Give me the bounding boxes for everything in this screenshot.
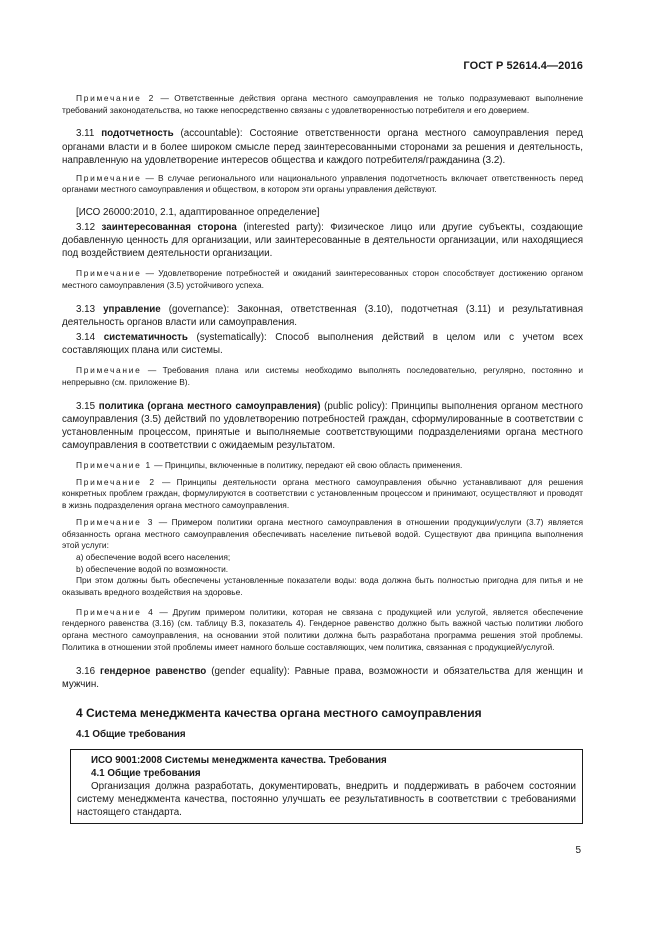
- page-number: 5: [575, 845, 581, 856]
- note-label: Примечание 2: [76, 476, 156, 487]
- term-number: 3.13: [76, 303, 104, 315]
- list-item: b) обеспечение водой по возможности.: [76, 563, 229, 574]
- box-title: ИСО 9001:2008 Системы менеджмента качества. Требования: [91, 754, 387, 766]
- term-name: гендерное равенство: [100, 665, 207, 677]
- source-reference: [ИСО 26000:2010, 2.1, адаптированное определение]: [76, 207, 320, 219]
- note-text: — Требования плана или системы необходимо выполнять последовательно, регулярно, постоянно и непрерывно (см. приложение В).: [62, 365, 583, 387]
- term-number: 3.12: [76, 222, 102, 234]
- term-name: управление: [103, 303, 161, 315]
- term-number: 3.14: [76, 332, 104, 344]
- term-3-12: [62, 221, 583, 260]
- term-3-11: [62, 127, 583, 166]
- term-definition: (gender equality): Равные права, возможности и обязательства для женщин и мужчин.: [62, 665, 583, 690]
- box-text: Организация должна разработать, документировать, внедрить и поддерживать в рабочем состоянии систему менеджмента качества, постоянно улучшать ее результативность в соответствии с требованиями настоящего стандарта.: [77, 780, 576, 819]
- term-number: 3.16: [76, 665, 101, 677]
- note-text: — Ответственные действия органа местного самоуправления не только подразумевают выполнение требований законодательства, но также непосредственно связаны с удовлетворенностью потребителя и его доверием.: [62, 93, 584, 115]
- term-definition: (interested party): Физическое лицо или другие субъекты, создающие добавленную ценность для организации, или заинтересованные в деятельности организации, или находящиеся под воздействием деятельности организации.: [62, 222, 583, 260]
- term-definition: (systematically): Способ выполнения действий в целом или с учетом всех составляющих плана или системы.: [62, 332, 584, 357]
- note-paragraph: [62, 517, 583, 552]
- quoted-standard-box: [70, 749, 583, 824]
- note-text: — Другим примером политики, которая не связана с продукцией или услугой, является обеспечение гендерного равенства (3.16) (см. таблицу В.3, показатель 4). Гендерное равенство должно быть важной частью политики любого органа местного самоуправления, на основании этой политики должна быть разработана программа решения этой проблемы. Политика в отношении этой проблемы имеет намного больше составляющих, чем политика, связанная с продукцией/услугой.: [62, 606, 583, 652]
- note-paragraph: [62, 607, 583, 654]
- term-name: политика (органа местного самоуправления): [98, 400, 321, 412]
- subsection-heading: 4.1 Общие требования: [76, 728, 186, 740]
- note-text: — Примером политики органа местного самоуправления в отношении продукции/услуги (3.7) является обязанность органа местного самоуправления обеспечивать население питьевой водой. Существуют два принципа выполнения этой услуги:: [62, 516, 584, 551]
- term-name: систематичность: [103, 332, 188, 344]
- note-paragraph: [62, 173, 583, 196]
- term-definition: (governance): Законная, ответственная (3.10), подотчетная (3.11) и результативная деятельность органов власти или самоуправления.: [62, 303, 583, 328]
- term-definition: (public policy): Принципы выполнения органом местного самоуправления (3.5) действий по удовлетворению потребностей граждан, сформулированные в соответствии с установленным процессом, принятые и выполняемые соответствующими подразделениями органа местного самоуправления в соответствии с ожидаемым результатом.: [62, 400, 583, 451]
- term-name: подотчетность: [101, 128, 174, 140]
- term-3-16: [62, 665, 583, 691]
- term-3-14: [62, 331, 583, 357]
- term-number: 3.11: [76, 128, 102, 140]
- note-paragraph: [62, 477, 583, 512]
- note-text: — Удовлетворение потребностей и ожиданий заинтересованных сторон способствует достижению органом местного самоуправления (3.5) устойчивого успеха.: [62, 268, 583, 291]
- note-label: Примечание 2: [76, 93, 155, 103]
- term-number: 3.15: [76, 400, 99, 412]
- term-3-15: [62, 400, 583, 452]
- note-paragraph: [62, 93, 583, 116]
- note-label: Примечание: [76, 365, 142, 376]
- term-definition: (accountable): Состояние ответственности органа местного самоуправления перед органами власти и в более широком смысле перед заинтересованными сторонами за решения и деятельность, направленную на удовлетворение интересов общества и каждого потребителя/гражданина (3.2).: [62, 128, 583, 166]
- document-header: ГОСТ Р 52614.4—2016: [463, 60, 583, 72]
- note-text: — Принципы, включенные в политику, передают ей свою область применения.: [151, 460, 463, 471]
- note-label: Примечание: [76, 172, 142, 183]
- note-text: — В случае регионального или национального управления подотчетность включает ответственность перед органами местного самоуправления и обществом, в котором эти органы управления действуют.: [62, 172, 583, 195]
- note-label: Примечание 3: [76, 516, 155, 527]
- page-content: [62, 93, 583, 824]
- note-paragraph: [62, 268, 583, 291]
- note-continuation: При этом должны быть обеспечены установленные показатели воды: вода должна быть полностью пригодна для питья и не оказывать вредного воздействия на здоровье.: [62, 575, 583, 598]
- note-label: Примечание 1: [76, 460, 152, 471]
- list-item: a) обеспечение водой всего населения;: [76, 551, 231, 562]
- box-subheading: 4.1 Общие требования: [91, 767, 201, 779]
- section-heading: 4 Система менеджмента качества органа местного самоуправления: [76, 705, 482, 720]
- term-name: заинтересованная сторона: [101, 222, 237, 234]
- note-label: Примечание 4: [76, 606, 155, 617]
- note-paragraph: [62, 460, 583, 472]
- note-text: — Принципы деятельности органа местного самоуправления обычно устанавливают для решения конкретных проблем граждан, формулируются в соответствии с установленным процессом и принимают, осуществляют и проводят в жизнь подразделения органа местного самоуправления.: [62, 476, 583, 511]
- term-3-13: [62, 303, 583, 329]
- note-paragraph: [62, 365, 583, 388]
- note-label: Примечание: [76, 268, 142, 279]
